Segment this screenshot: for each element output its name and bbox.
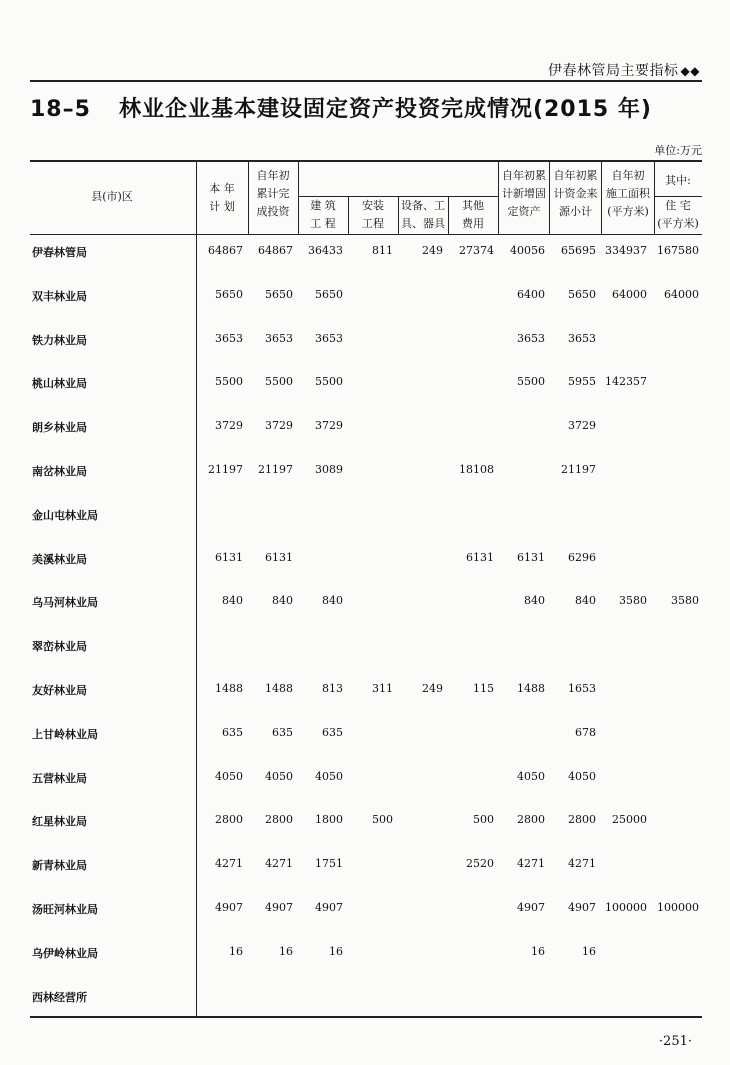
row-label: 桃山林业局 (32, 377, 87, 390)
table-cell: 5955 (568, 375, 596, 388)
header-of-which: 其中: (665, 174, 691, 187)
table-number: 18–5 (30, 97, 91, 122)
header-funding-l2: 计资金来 (553, 187, 598, 200)
header-install-l2: 工程 (362, 217, 384, 230)
header-construction-l1: 建 筑 (310, 199, 336, 212)
table-cell: 635 (272, 726, 293, 739)
table-cell: 4050 (265, 770, 293, 783)
table-cell: 5500 (315, 375, 343, 388)
table-cell: 16 (329, 945, 343, 958)
table-bottom-rule (30, 1016, 702, 1018)
table-cell: 3089 (315, 463, 343, 476)
table-cell: 6131 (265, 551, 293, 564)
table-cell: 678 (575, 726, 596, 739)
table-cell: 6400 (517, 288, 545, 301)
table-cell: 3729 (215, 419, 243, 432)
table-cell: 2800 (265, 813, 293, 826)
header-area (602, 167, 654, 221)
table-cell: 27374 (459, 244, 494, 257)
table-cell: 2800 (517, 813, 545, 826)
row-label: 上甘岭林业局 (32, 728, 98, 741)
header-cum-l1: 自年初 (256, 169, 290, 182)
table-cell: 3653 (265, 332, 293, 345)
table-cell: 1488 (215, 682, 243, 695)
table-cell: 3653 (568, 332, 596, 345)
row-label: 乌伊岭林业局 (32, 947, 98, 960)
table-cell: 64000 (612, 288, 647, 301)
row-label: 西林经营所 (32, 991, 87, 1004)
header-area-l2: 施工面积 (606, 187, 650, 200)
header-install (349, 197, 397, 233)
table-cell: 4907 (568, 901, 596, 914)
table-cell: 635 (322, 726, 343, 739)
table-cell: 840 (222, 594, 243, 607)
table-cell: 16 (229, 945, 243, 958)
table-cell: 4050 (568, 770, 596, 783)
table-cell: 3580 (619, 594, 647, 607)
table-cell: 65695 (561, 244, 596, 257)
table-cell: 6131 (466, 551, 494, 564)
row-label: 美溪林业局 (32, 553, 87, 566)
table-cell: 500 (372, 813, 393, 826)
header-other (449, 197, 497, 233)
header-area-l1: 自年初 (611, 169, 645, 182)
row-label: 南岔林业局 (32, 465, 87, 478)
table-cell: 840 (575, 594, 596, 607)
row-label: 铁力林业局 (32, 334, 87, 347)
table-cell: 64867 (258, 244, 293, 257)
table-cell: 840 (272, 594, 293, 607)
unit-label: 单位:万元 (654, 144, 702, 157)
table-cell: 4907 (315, 901, 343, 914)
table-cell: 21197 (208, 463, 243, 476)
header-new-assets-l3: 定资产 (507, 205, 541, 218)
table-cell: 40056 (510, 244, 545, 257)
table-cell: 4271 (265, 857, 293, 870)
table-cell: 249 (422, 244, 443, 257)
table-cell: 5500 (517, 375, 545, 388)
table-cell: 5500 (215, 375, 243, 388)
header-funding-l3: 源小计 (559, 205, 592, 218)
table-cell: 334937 (605, 244, 647, 257)
table-title: 林业企业基本建设固定资产投资完成情况(2015 年) (118, 97, 652, 122)
row-label: 友好林业局 (32, 684, 87, 697)
table-cell: 16 (531, 945, 545, 958)
table-cell: 4050 (215, 770, 243, 783)
running-head-text: 伊春林管局主要指标 (548, 63, 679, 79)
table-cell: 4907 (215, 901, 243, 914)
table-cell: 6131 (517, 551, 545, 564)
row-label: 五营林业局 (32, 772, 87, 785)
header-equipment-l1: 设备、工 (401, 199, 445, 212)
table-cell: 813 (322, 682, 343, 695)
table-cell: 5650 (215, 288, 243, 301)
header-housing-l1: 住 宅 (665, 199, 691, 212)
table-cell: 4271 (215, 857, 243, 870)
table-cell: 167580 (657, 244, 699, 257)
table-cell: 3729 (568, 419, 596, 432)
header-funding (550, 167, 601, 221)
table-cell: 2800 (215, 813, 243, 826)
table-cell: 3729 (315, 419, 343, 432)
header-new-assets-l2: 计新增固 (502, 187, 546, 200)
table-cell: 5650 (315, 288, 343, 301)
header-housing-l2: (平方米) (657, 217, 699, 230)
table-cell: 1653 (568, 682, 596, 695)
table-cell: 36433 (308, 244, 343, 257)
table-cell: 840 (322, 594, 343, 607)
table-cell: 4050 (517, 770, 545, 783)
table-cell: 5650 (265, 288, 293, 301)
header-other-l1: 其他 (462, 199, 484, 212)
row-label: 翠峦林业局 (32, 640, 87, 653)
header-plan-l1: 本 年 (209, 182, 235, 195)
row-label: 朗乡林业局 (32, 421, 87, 434)
row-label: 汤旺河林业局 (32, 903, 98, 916)
table-cell: 6131 (215, 551, 243, 564)
header-equipment-l2: 具、器具 (401, 217, 445, 230)
table-cell: 5650 (568, 288, 596, 301)
table-cell: 4907 (265, 901, 293, 914)
table-cell: 840 (524, 594, 545, 607)
header-funding-l1: 自年初累 (553, 169, 598, 182)
table-cell: 4271 (517, 857, 545, 870)
header-construction (299, 197, 347, 233)
header-construction-l2: 工 程 (310, 217, 336, 230)
table-cell: 1800 (315, 813, 343, 826)
table-cell: 4050 (315, 770, 343, 783)
header-housing (655, 197, 701, 233)
row-label: 新青林业局 (32, 859, 87, 872)
table-cell: 142357 (605, 375, 647, 388)
header-cum-invest (249, 167, 297, 221)
header-plan-l2: 计 划 (209, 200, 235, 213)
header-new-assets-l1: 自年初累 (502, 169, 546, 182)
table-cell: 115 (473, 682, 494, 695)
table-cell: 3653 (517, 332, 545, 345)
header-install-l1: 安装 (362, 199, 384, 212)
table-cell: 2800 (568, 813, 596, 826)
table-cell: 21197 (561, 463, 596, 476)
header-plan (198, 180, 246, 216)
page-number: ·251· (658, 1034, 692, 1049)
table-cell: 4271 (568, 857, 596, 870)
header-equipment (399, 197, 447, 233)
table-cell: 3580 (671, 594, 699, 607)
header-cum-l2: 累计完 (256, 187, 290, 200)
table-cell: 635 (222, 726, 243, 739)
header-new-assets (499, 167, 549, 221)
table-cell: 811 (372, 244, 393, 257)
table-cell: 16 (582, 945, 596, 958)
table-cell: 100000 (657, 901, 699, 914)
running-head (548, 60, 700, 80)
table-cell: 3653 (315, 332, 343, 345)
row-label: 双丰林业局 (32, 290, 87, 303)
table-cell: 4907 (517, 901, 545, 914)
table-cell: 1751 (315, 857, 343, 870)
table-cell: 1488 (265, 682, 293, 695)
table-cell: 64000 (664, 288, 699, 301)
row-label: 红星林业局 (32, 815, 87, 828)
header-cum-l3: 成投资 (256, 205, 290, 218)
table-cell: 25000 (612, 813, 647, 826)
table-cell: 16 (279, 945, 293, 958)
table-cell: 6296 (568, 551, 596, 564)
table-cell: 500 (473, 813, 494, 826)
page-title (30, 92, 702, 123)
table-cell: 5500 (265, 375, 293, 388)
table-cell: 100000 (605, 901, 647, 914)
header-area-l3: (平方米) (607, 205, 649, 218)
row-label: 伊春林管局 (32, 246, 87, 259)
table-cell: 3653 (215, 332, 243, 345)
table-cell: 249 (422, 682, 443, 695)
table-cell: 18108 (459, 463, 494, 476)
row-label: 金山屯林业局 (32, 509, 98, 522)
header-other-l2: 费用 (462, 217, 484, 230)
header-region: 县(市)区 (91, 190, 133, 203)
table-cell: 2520 (466, 857, 494, 870)
table-cell: 21197 (258, 463, 293, 476)
table-cell: 64867 (208, 244, 243, 257)
table-cell: 311 (372, 682, 393, 695)
table-cell: 3729 (265, 419, 293, 432)
row-label: 乌马河林业局 (32, 596, 98, 609)
diamond-icon: ◆◆ (680, 64, 700, 78)
table-cell: 1488 (517, 682, 545, 695)
